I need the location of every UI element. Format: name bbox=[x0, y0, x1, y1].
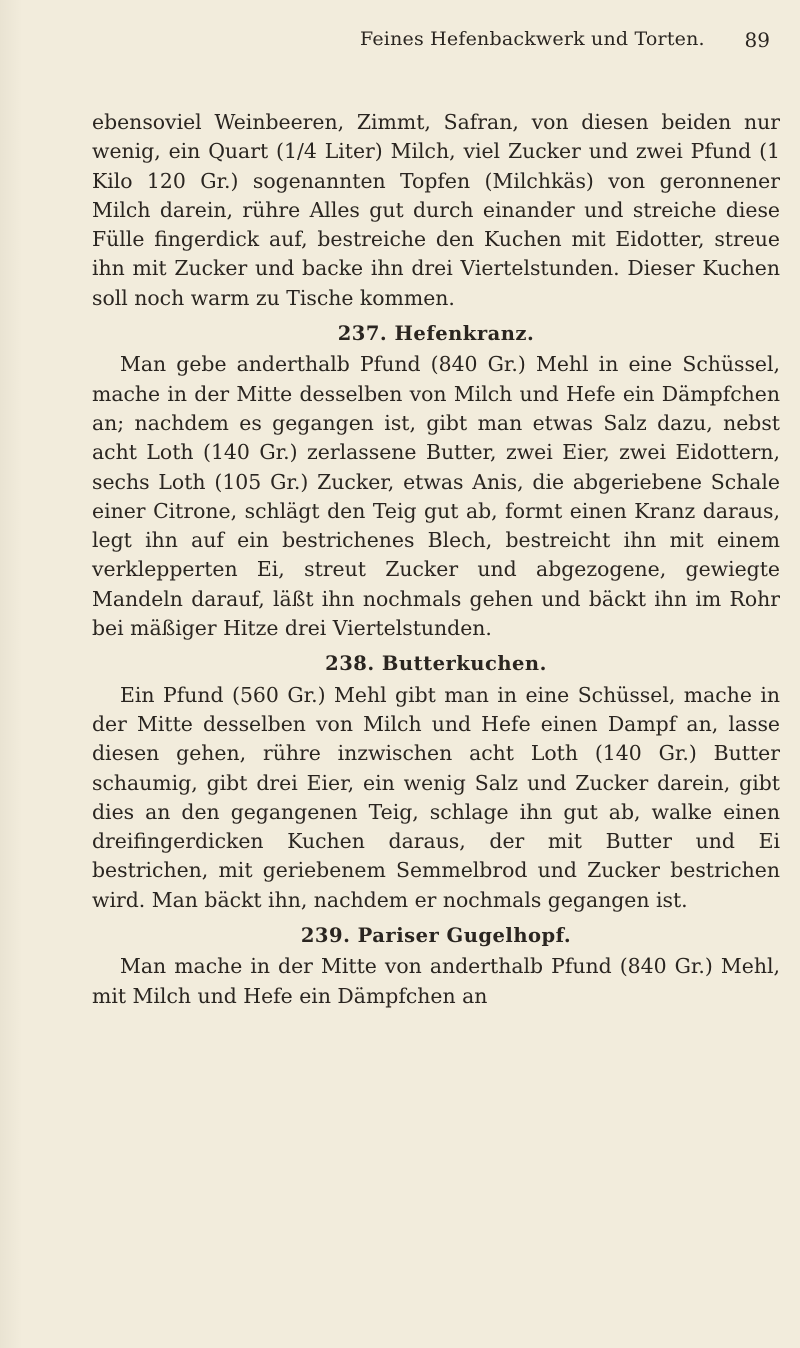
recipe-heading: 237. Hefenkranz. bbox=[337, 322, 535, 346]
recipe-heading: 238. Butterkuchen. bbox=[325, 652, 547, 676]
recipe-body: Man gebe anderthalb Pfund (840 Gr.) Mehl in eine Schüssel, mache in der Mitte desselben von Milch und Hefe ein Dämpfchen an; nachdem es gegangen ist, gibt man etwas Salz dazu, nebst acht Loth (140 Gr.) zerlassene Butter, zwei Eier, zwei Eidottern, sechs Loth (105 Gr.) Zucker, etwas Anis, die abgeriebene Schale einer Citrone, schlägt den Teig gut ab, formt einen Kranz daraus, legt ihn auf ein bestrichenes Blech, bestreicht ihn mit einem verklepperten Ei, streut Zucker und abgezogene, gewiegte Mandeln darauf, läßt ihn nochmals gehen und bäckt ihn im Rohr bei mäßiger Hitze drei Viertelstunden. bbox=[92, 352, 780, 641]
text-block bbox=[92, 108, 780, 1011]
recipe-body: Man mache in der Mitte von anderthalb Pfund (840 Gr.) Mehl, mit Milch und Hefe ein Dämpfchen an bbox=[92, 954, 780, 1008]
running-head: Feines Hefenbackwerk und Torten. bbox=[360, 28, 705, 50]
recipe-239 bbox=[92, 921, 780, 1011]
recipe-heading: 239. Pariser Gugelhopf. bbox=[300, 924, 572, 948]
page-gutter bbox=[0, 0, 22, 1348]
intro-paragraph: ebensoviel Weinbeeren, Zimmt, Safran, von diesen beiden nur wenig, ein Quart (1/4 Liter) Milch, viel Zucker und zwei Pfund (1 Kilo 120 Gr.) sogenannten Topfen (Milchkäs) von geronnener Milch darein, rühre Alles gut durch einander und streiche diese Fülle fingerdick auf, bestreiche den Kuchen mit Eidotter, streue ihn mit Zucker und backe ihn drei Viertelstunden. Dieser Kuchen soll noch warm zu Tische kommen. bbox=[92, 110, 780, 310]
recipe-body: Ein Pfund (560 Gr.) Mehl gibt man in eine Schüssel, mache in der Mitte desselben von Milch und Hefe einen Dampf an, lasse diesen gehen, rühre inzwischen acht Loth (140 Gr.) Butter schaumig, gibt drei Eier, ein wenig Salz und Zucker darein, gibt dies an den gegangenen Teig, schlage ihn gut ab, walke einen dreifingerdicken Kuchen daraus, der mit Butter und Ei bestrichen, mit geriebenem Semmelbrod und Zucker bestrichen wird. Man bäckt ihn, nachdem er nochmals gegangen ist. bbox=[92, 682, 780, 912]
recipe-238 bbox=[92, 649, 780, 915]
recipe-237 bbox=[92, 319, 780, 643]
page-number: 89 bbox=[744, 28, 770, 52]
